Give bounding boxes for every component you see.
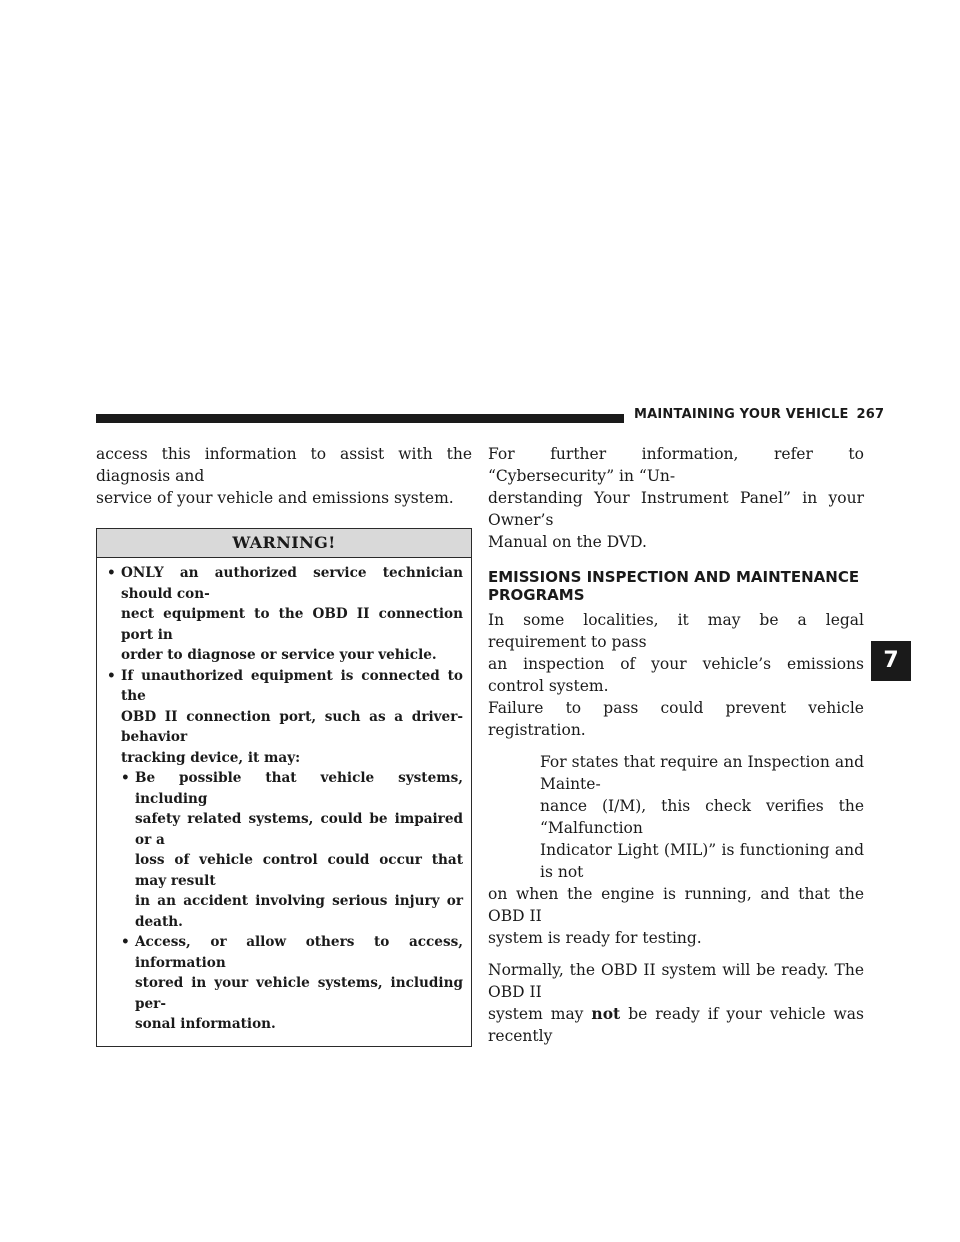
cybersecurity-paragraph: For further information, refer to “Cybersecurity” in “Un- derstanding Your Instrument Panel” in your Owner’s Manual on the DVD. [488,445,864,551]
warning-body [97,558,471,1046]
warning-subitem: • Be possible that vehicle systems, including safety related systems, could be impaired or a loss of vehicle control could occur that may result in an accident involving serious injury or death. [121,770,463,930]
warning-item: • If unauthorized equipment is connected to the OBD II connection port, such as a driver-behavior tracking device, it may: • Be possible that vehicle systems, including safety related systems, could be impaired or a loss of vehicle control could occur that may result in an accident involving serious injury or death. • Access, or allow others to access, information stored in your vehicle systems, including per- sonal information. [107,666,463,1035]
emphasis-not: not [591,1004,621,1023]
section-title: MAINTAINING YOUR VEHICLE [634,407,849,422]
header-rule [96,414,624,423]
inspection-paragraph: In some localities, it may be a legal requirement to pass an inspection of your vehicle’s emissions control system. Failure to pass could prevent vehicle registration. [488,611,864,739]
right-column [488,443,864,1047]
warning-subitem: • Access, or allow others to access, information stored in your vehicle systems, including per- sonal information. [121,934,463,1032]
chapter-tab: 7 [871,641,911,681]
warning-list [107,563,463,1035]
warning-item: • ONLY an authorized service technician should con- nect equipment to the OBD II connection port in order to diagnose or service your vehicle. [107,565,463,663]
intro-paragraph: access this information to assist with the diagnosis and service of your vehicle and emissions system. [96,445,472,507]
mil-paragraph: For states that require an Inspection and Mainte- nance (I/M), this check verifies the “Malfunction Indicator Light (MIL)” is functioning and is not on when the engine is running, and that the OBD II system is ready for testing. [488,753,864,947]
readiness-paragraph: Normally, the OBD II system will be ready. The OBD II system may not be ready if your vehicle was recently [488,961,864,1045]
page-number: 267 [856,407,885,422]
warning-title: WARNING! [97,529,471,558]
warning-box [96,528,472,1047]
section-heading: EMISSIONS INSPECTION AND MAINTENANCE PROGRAMS [488,568,860,604]
left-column [96,443,472,1047]
warning-sublist [121,768,463,1035]
running-header [634,407,885,422]
